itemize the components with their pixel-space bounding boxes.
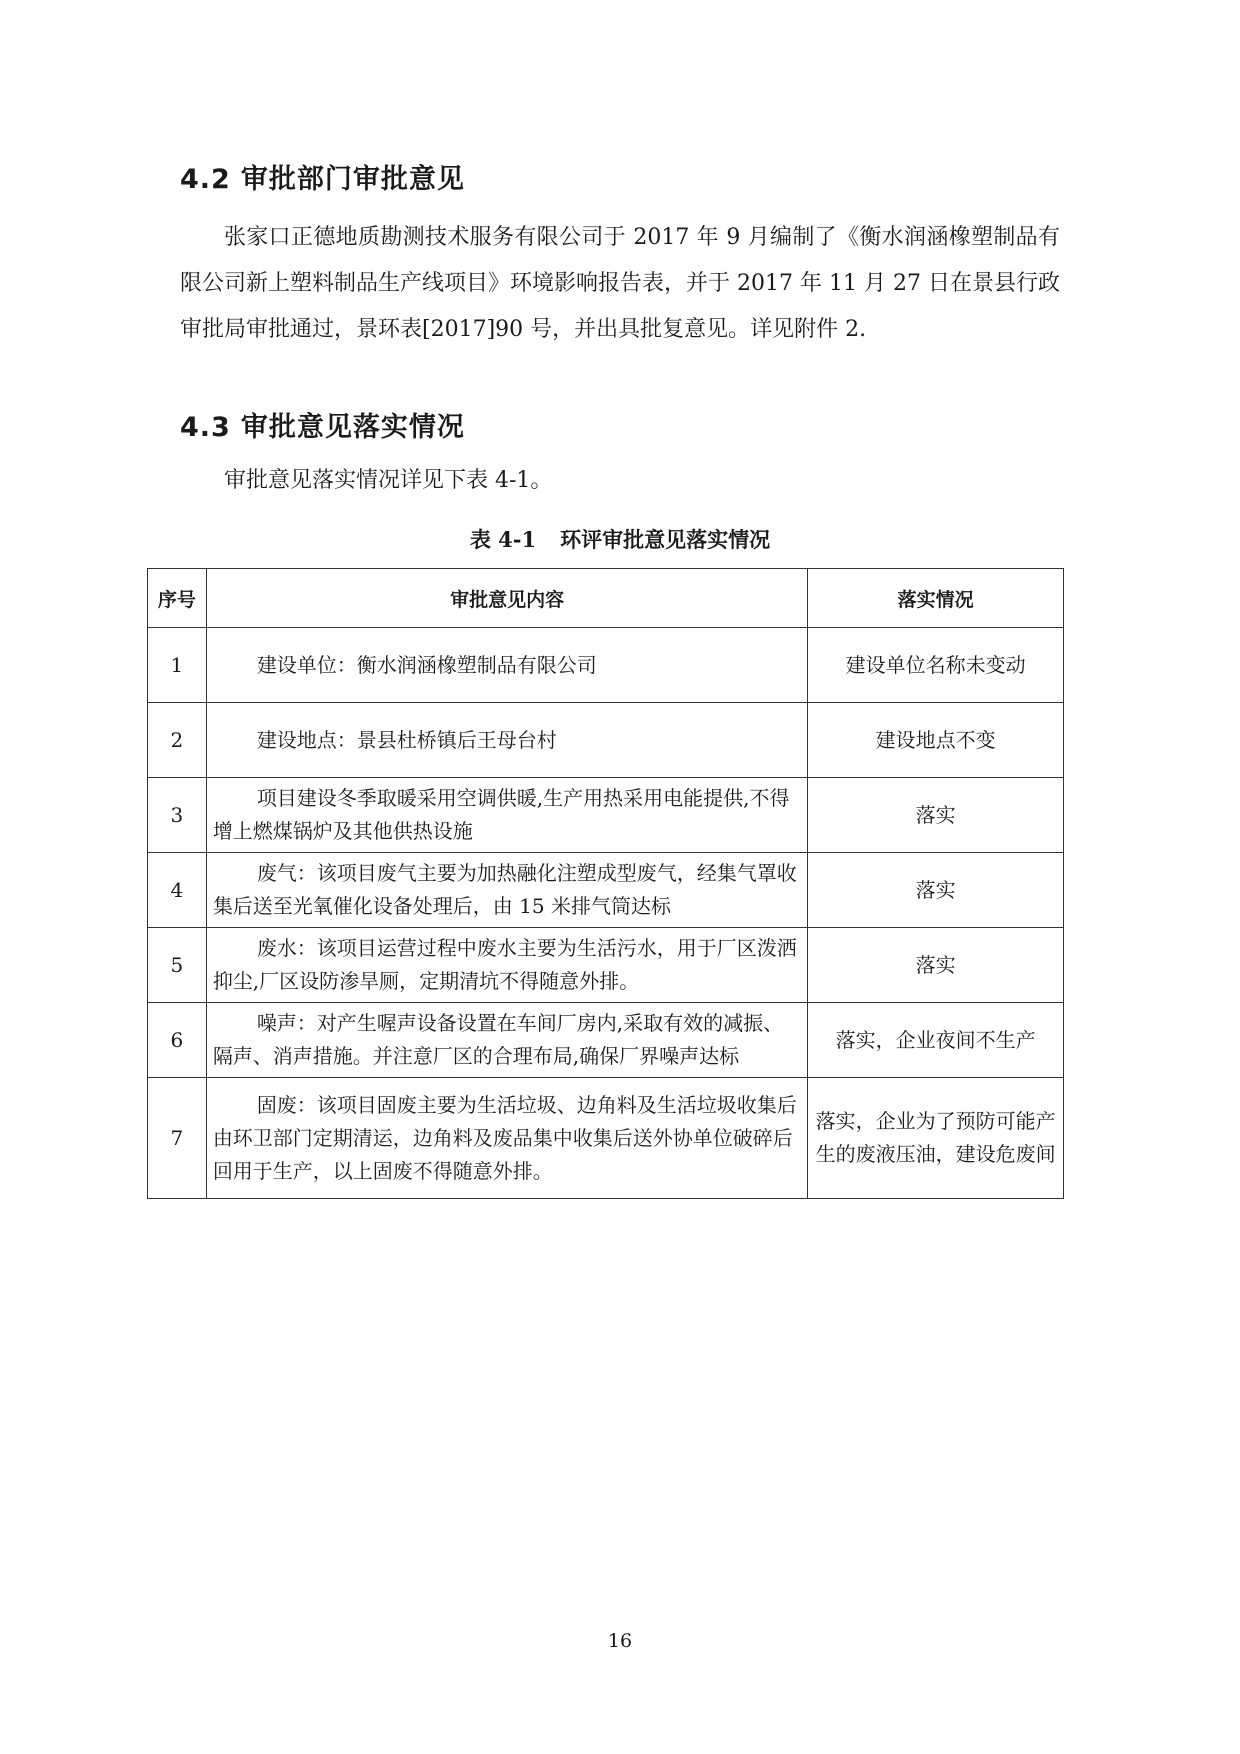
row-no: 2 (148, 703, 207, 778)
table-row (148, 628, 1064, 703)
row-status: 建设地点不变 (808, 703, 1064, 778)
page-number: 16 (607, 1630, 633, 1652)
table-row (148, 778, 1064, 853)
table-row (148, 703, 1064, 778)
section-title: 审批部门审批意见 (240, 164, 465, 195)
row-no: 3 (148, 778, 207, 853)
row-status: 建设单位名称未变动 (808, 628, 1064, 703)
table-row (148, 928, 1064, 1003)
row-content: 建设单位：衡水润涵橡塑制品有限公司 (206, 628, 808, 703)
section-heading-4-2 (180, 157, 465, 196)
row-content: 项目建设冬季取暖采用空调供暖,生产用热采用电能提供,不得增上燃煤锅炉及其他供热设施 (206, 778, 808, 853)
row-no: 1 (148, 628, 207, 703)
row-status: 落实，企业为了预防可能产生的废液压油，建设危废间 (808, 1078, 1064, 1199)
section-title: 审批意见落实情况 (240, 412, 465, 443)
header-content: 审批意见内容 (206, 569, 808, 628)
row-status: 落实 (808, 928, 1064, 1003)
row-no: 7 (148, 1078, 207, 1199)
section-number: 4.2 (180, 164, 231, 195)
table-row (148, 1003, 1064, 1078)
table-header-row (148, 569, 1064, 628)
section-4-3-paragraph: 审批意见落实情况详见下表 4-1。 (224, 468, 553, 493)
table-caption (0, 524, 1240, 554)
section-4-2-paragraph: 张家口正德地质勘测技术服务有限公司于 2017 年 9 月编制了《衡水润涵橡塑制品有限公司新上塑料制品生产线项目》环境影响报告表，并于 2017 年 11 月 27 日在景县行政审批局审批通过，景环表[2017]90 号，并出具批复意见。详见附件 2. (180, 225, 1060, 342)
row-content: 固废：该项目固废主要为生活垃圾、边角料及生活垃圾收集后由环卫部门定期清运，边角料及废品集中收集后送外协单位破碎后回用于生产，以上固废不得随意外排。 (206, 1078, 808, 1199)
row-content: 建设地点：景县杜桥镇后王母台村 (206, 703, 808, 778)
section-heading-4-3 (180, 405, 465, 444)
row-content: 噪声：对产生喔声设备设置在车间厂房内,采取有效的减振、隔声、消声措施。并注意厂区的合理布局,确保厂界噪声达标 (206, 1003, 808, 1078)
row-content: 废气：该项目废气主要为加热融化注塑成型废气，经集气罩收集后送至光氧催化设备处理后，由 15 米排气筒达标 (206, 853, 808, 928)
header-status: 落实情况 (808, 569, 1064, 628)
section-number: 4.3 (180, 412, 231, 443)
table-caption-title: 环评审批意见落实情况 (560, 527, 771, 552)
row-status: 落实 (808, 853, 1064, 928)
row-no: 4 (148, 853, 207, 928)
row-content: 废水：该项目运营过程中废水主要为生活污水，用于厂区泼洒抑尘,厂区设防渗旱厕，定期清坑不得随意外排。 (206, 928, 808, 1003)
row-no: 6 (148, 1003, 207, 1078)
row-status: 落实，企业夜间不生产 (808, 1003, 1064, 1078)
row-no: 5 (148, 928, 207, 1003)
row-status: 落实 (808, 778, 1064, 853)
table-row (148, 1078, 1064, 1199)
table-row (148, 853, 1064, 928)
approval-opinions-table (147, 568, 1064, 1199)
header-no: 序号 (148, 569, 207, 628)
table-caption-number: 表 4-1 (469, 527, 537, 552)
